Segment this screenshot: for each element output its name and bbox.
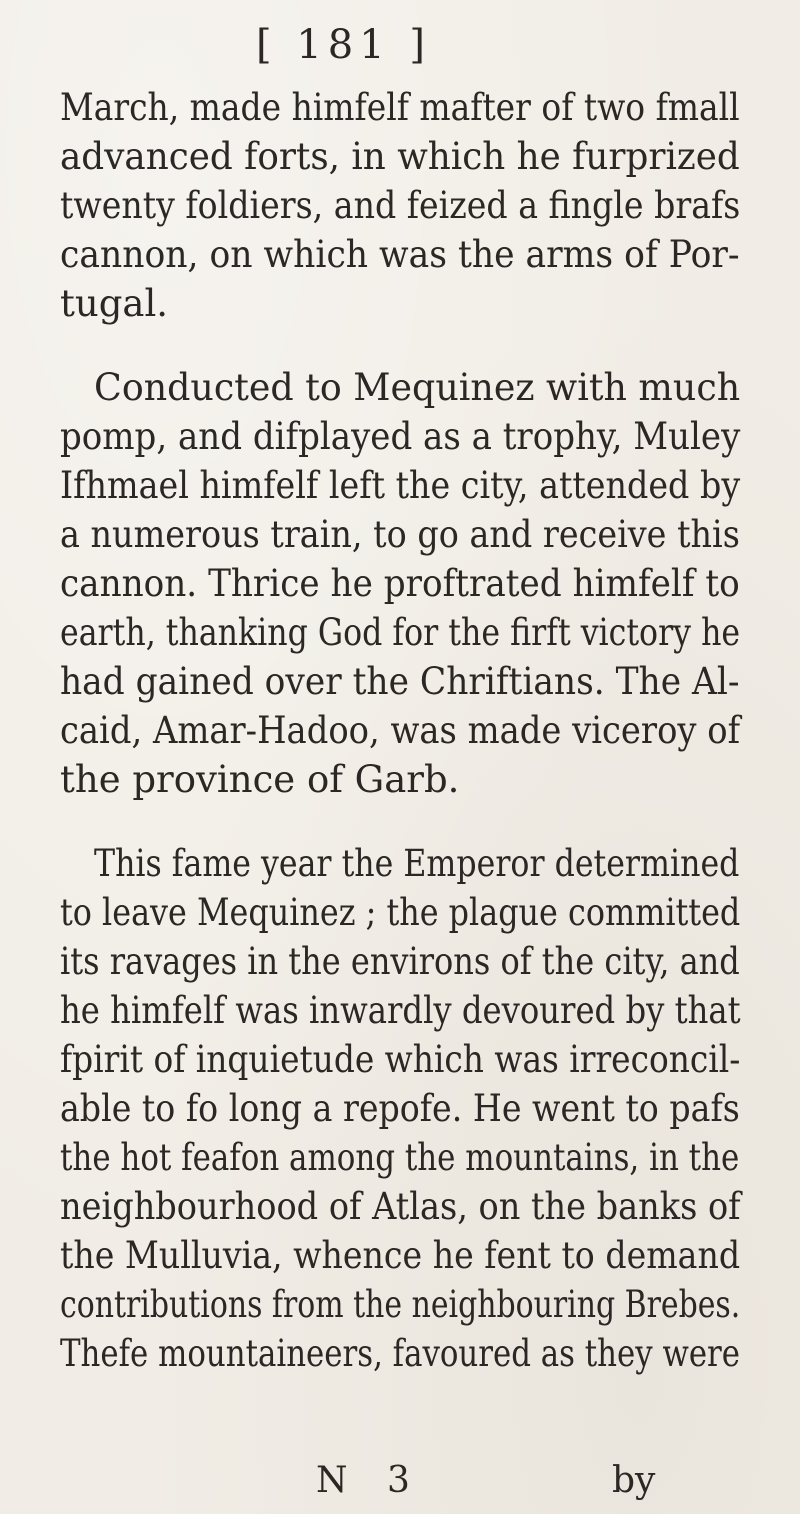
text-line: twenty foldiers, and feized a fingle brafs: [60, 184, 741, 227]
text-line: he himfelf was inwardly devoured by that: [60, 989, 741, 1032]
text-line: a numerous train, to go and receive this: [60, 513, 740, 556]
text-line: tugal.: [60, 282, 169, 325]
text-line: pomp, and difplayed as a trophy, Muley: [60, 415, 741, 458]
text-line: advanced forts, in which he furprized: [60, 135, 740, 178]
text-line: had gained over the Chriftians. The Al-: [60, 660, 740, 703]
text-line: Conducted to Mequinez with much: [94, 366, 741, 409]
text-line: cannon. Thrice he proftrated himfelf to: [60, 562, 740, 605]
text-line: to leave Mequinez ; the plague committed: [60, 891, 741, 934]
signature-mark: N 3: [316, 1460, 424, 1501]
text-line: caid, Amar-Hadoo, was made viceroy of: [60, 709, 741, 752]
text-line: fpirit of inquietude which was irreconcil-: [60, 1038, 741, 1081]
text-line: Ifhmael himfelf left the city, attended by: [60, 464, 741, 507]
text-line: able to fo long a repofe. He went to pafs: [60, 1087, 740, 1130]
text-line: This fame year the Emperor determined: [94, 842, 740, 885]
text-line: March, made himfelf mafter of two fmall: [60, 86, 740, 129]
text-line: cannon, on which was the arms of Por-: [60, 233, 740, 276]
page-number: [ 181 ]: [256, 22, 431, 68]
text-line: contributions from the neighbouring Brebes.: [60, 1283, 741, 1326]
text-line: Thefe mountaineers, favoured as they were: [60, 1332, 741, 1375]
text-line: the province of Garb.: [60, 758, 460, 801]
text-line: its ravages in the environs of the city, and: [60, 940, 740, 983]
text-line: the hot feafon among the mountains, in the: [60, 1136, 740, 1179]
catchword: by: [612, 1460, 656, 1501]
text-line: earth, thanking God for the firft victory he: [60, 611, 741, 654]
text-line: neighbourhood of Atlas, on the banks of: [60, 1185, 741, 1228]
text-line: the Mulluvia, whence he fent to demand: [60, 1234, 741, 1277]
